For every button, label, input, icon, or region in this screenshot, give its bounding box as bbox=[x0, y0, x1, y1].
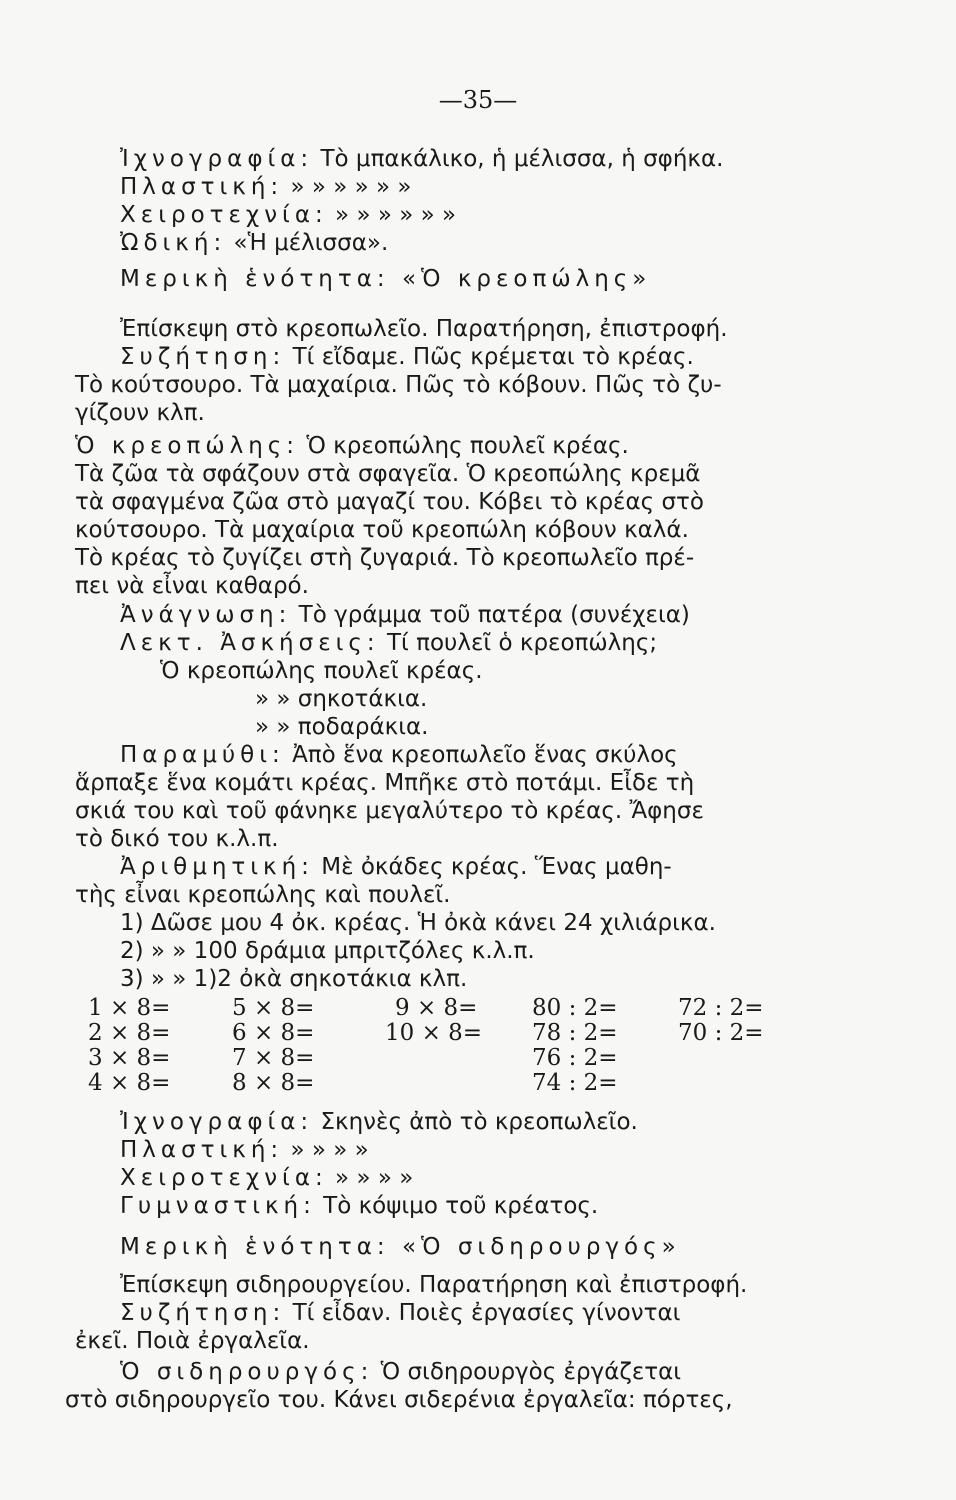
math-cell: 4 × 8= bbox=[88, 1070, 171, 1096]
text-line: Τὸ κρέας τὸ ζυγίζει στὴ ζυγαριά. Τὸ κρεοπωλεῖο πρέ- bbox=[75, 545, 695, 571]
math-cell: 9 × 8= bbox=[395, 995, 478, 1021]
text-line: 1) Δῶσε μου 4 ὀκ. κρέας. Ἡ ὀκὰ κάνει 24 χιλιάρικα. bbox=[120, 910, 716, 936]
math-cell: 76 : 2= bbox=[532, 1045, 618, 1071]
text-line: Συζήτηση: Τί εἴδαμε. Πῶς κρέμεται τὸ κρέας. bbox=[120, 344, 694, 370]
section-heading: Μερικὴ ἑνότητα: «Ὁ κρεοπώλης» bbox=[120, 266, 652, 292]
math-cell: 80 : 2= bbox=[532, 995, 618, 1021]
text-line: Γυμναστική: Τὸ κόψιμο τοῦ κρέατος. bbox=[120, 1193, 599, 1219]
math-cell: 8 × 8= bbox=[232, 1070, 315, 1096]
math-cell: 2 × 8= bbox=[88, 1020, 171, 1046]
text-line: Ὁ κρεοπώλης: Ὁ κρεοπώλης πουλεῖ κρέας. bbox=[75, 433, 629, 459]
text-line: Παραμύθι: Ἀπὸ ἕνα κρεοπωλεῖο ἕνας σκύλος bbox=[120, 742, 678, 768]
text-line: κούτσουρο. Τὰ μαχαίρια τοῦ κρεοπώλη κόβουν καλά. bbox=[75, 517, 689, 543]
text-line: γίζουν κλπ. bbox=[75, 400, 205, 426]
math-cell: 78 : 2= bbox=[532, 1020, 618, 1046]
text-line: Χειροτεχνία: » » » » » » bbox=[120, 202, 457, 228]
text-line: Πλαστική: » » » » » » bbox=[120, 174, 412, 200]
text-line: ἅρπαξε ἕνα κομάτι κρέας. Μπῆκε στὸ ποτάμι. Εἶδε τὴ bbox=[75, 770, 695, 796]
text-line: » » ποδαράκια. bbox=[255, 714, 429, 740]
text-line: τὴς εἶναι κρεοπώλης καὶ πουλεῖ. bbox=[75, 882, 451, 908]
math-cell: 10 × 8= bbox=[385, 1020, 483, 1046]
text-line: Ὁ κρεοπώλης πουλεῖ κρέας. bbox=[160, 658, 483, 684]
text-line: τὰ σφαγμένα ζῶα στὸ μαγαζί του. Κόβει τὸ κρέας στὸ bbox=[75, 489, 704, 515]
text-line: Χειροτεχνία: » » » » bbox=[120, 1165, 414, 1191]
section-heading: Μερικὴ ἑνότητα: «Ὁ σιδηρουργός» bbox=[120, 1234, 681, 1260]
math-cell: 72 : 2= bbox=[678, 995, 764, 1021]
text-line: Συζήτηση: Τί εἶδαν. Ποιὲς ἐργασίες γίνονται bbox=[120, 1300, 681, 1326]
math-cell: 5 × 8= bbox=[232, 995, 315, 1021]
text-line: Πλαστική: » » » » bbox=[120, 1137, 369, 1163]
text-line: πει νὰ εἶναι καθαρό. bbox=[75, 573, 309, 599]
text-line: Ἀριθμητική: Μὲ ὀκάδες κρέας. Ἕνας μαθη- bbox=[120, 854, 672, 880]
text-line: Ὁ σιδηρουργός: Ὁ σιδηρουργὸς ἐργάζεται bbox=[120, 1359, 682, 1385]
text-line: Ἰχνογραφία: Σκηνὲς ἀπὸ τὸ κρεοπωλεῖο. bbox=[120, 1109, 638, 1135]
text-line: Ὠδική: «Ἡ μέλισσα». bbox=[120, 230, 389, 256]
math-cell: 70 : 2= bbox=[678, 1020, 764, 1046]
page-number: —35— bbox=[438, 86, 518, 114]
text-line: Ἐπίσκεψη σιδηρουργείου. Παρατήρηση καὶ ἐπιστροφή. bbox=[120, 1272, 748, 1298]
text-line: Ἰχνογραφία: Τὸ μπακάλικο, ἡ μέλισσα, ἡ σφήκα. bbox=[120, 146, 724, 172]
math-cell: 6 × 8= bbox=[232, 1020, 315, 1046]
text-line: Ἐπίσκεψη στὸ κρεοπωλεῖο. Παρατήρηση, ἐπιστροφή. bbox=[120, 316, 728, 342]
text-line: στὸ σιδηρουργεῖο του. Κάνει σιδερένια ἐργαλεῖα: πόρτες, bbox=[65, 1387, 733, 1413]
math-cell: 3 × 8= bbox=[88, 1045, 171, 1071]
text-line: 2) » » 100 δράμια μπριτζόλες κ.λ.π. bbox=[120, 938, 535, 964]
math-cell: 7 × 8= bbox=[232, 1045, 315, 1071]
text-line: Λεκτ. Ἀσκήσεις: Τί πουλεῖ ὁ κρεοπώλης; bbox=[120, 630, 658, 656]
text-line: Τὰ ζῶα τὰ σφάζουν στὰ σφαγεῖα. Ὁ κρεοπώλης κρεμᾶ bbox=[75, 461, 701, 487]
text-line: 3) » » 1)2 ὀκὰ σηκοτάκια κλπ. bbox=[120, 966, 468, 992]
text-line: » » σηκοτάκια. bbox=[255, 686, 428, 712]
text-line: Τὸ κούτσουρο. Τὰ μαχαίρια. Πῶς τὸ κόβουν. Πῶς τὸ ζυ- bbox=[75, 372, 722, 398]
text-line: ἐκεῖ. Ποιὰ ἐργαλεῖα. bbox=[75, 1328, 310, 1354]
text-line: σκιά του καὶ τοῦ φάνηκε μεγαλύτερο τὸ κρέας. Ἄφησε bbox=[75, 798, 704, 824]
text-line: τὸ δικό του κ.λ.π. bbox=[75, 826, 279, 852]
math-cell: 74 : 2= bbox=[532, 1070, 618, 1096]
math-cell: 1 × 8= bbox=[88, 995, 171, 1021]
text-line: Ἀνάγνωση: Τὸ γράμμα τοῦ πατέρα (συνέχεια) bbox=[120, 602, 690, 628]
